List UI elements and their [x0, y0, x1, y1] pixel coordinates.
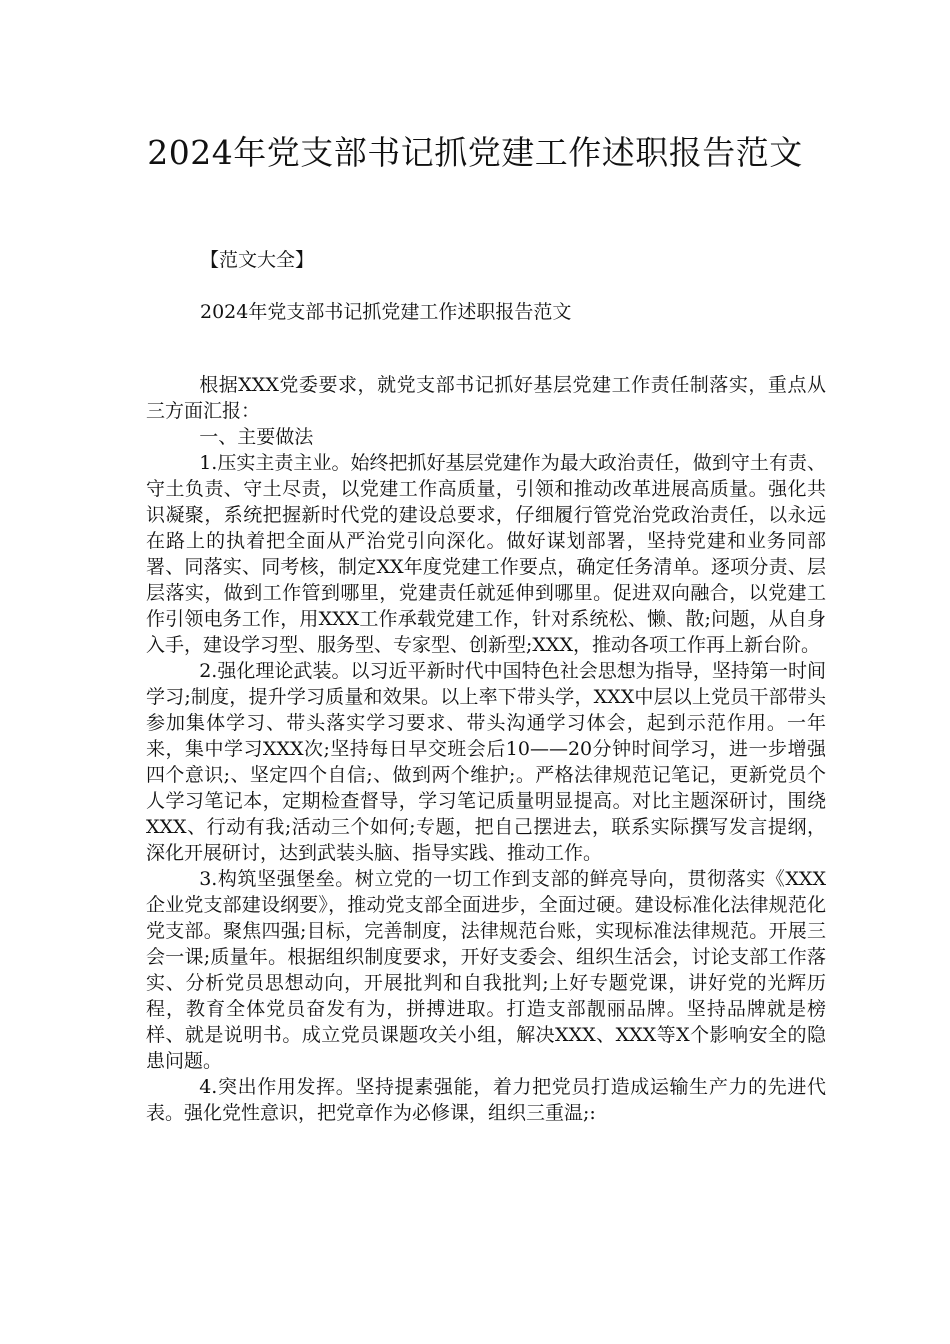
document-body: [146, 372, 826, 1126]
document-subtitle: 2024年党支部书记抓党建工作述职报告范文: [200, 301, 572, 323]
section-heading: 一、主要做法: [199, 426, 314, 448]
document-title: 2024年党支部书记抓党建工作述职报告范文: [147, 133, 803, 172]
paragraph-item-2: 2.强化理论武装。以习近平新时代中国特色社会思想为指导，坚持第一时间学习;制度，提升学习质量和效果。以上率下带头学，XXX中层以上党员干部带头参加集体学习、带头落实学习要求、带头沟通学习体会，起到示范作用。一年来，集中学习XXX次;坚持每日早交班会后10——20分钟时间学习，进一步增强四个意识;、坚定四个自信;、做到两个维护;。严格法律规范记笔记，更新党员个人学习笔记本，定期检查督导，学习笔记质量明显提高。对比主题深研讨，围绕XXX、行动有我;活动三个如何;专题，把自己摆进去，联系实际撰写发言提纲，深化开展研讨，达到武装头脑、指导实践、推动工作。: [146, 660, 826, 864]
paragraph-intro: 根据XXX党委要求，就党支部书记抓好基层党建工作责任制落实，重点从三方面汇报：: [146, 374, 826, 422]
category-label: 【范文大全】: [200, 249, 315, 271]
paragraph-item-4: 4.突出作用发挥。坚持提素强能，着力把党员打造成运输生产力的先进代表。强化党性意识，把党章作为必修课，组织三重温;:: [146, 1076, 826, 1124]
paragraph-item-3: 3.构筑坚强堡垒。树立党的一切工作到支部的鲜亮导向，贯彻落实《XXX企业党支部建设纲要》，推动党支部全面进步，全面过硬。建设标准化法律规范化党支部。聚焦四强;目标，完善制度，法律规范台账，实现标准法律规范。开展三会一课;质量年。根据组织制度要求，开好支委会、组织生活会，讨论支部工作落实、分析党员思想动向，开展批判和自我批判;上好专题党课，讲好党的光辉历程，教育全体党员奋发有为，拼搏进取。打造支部靓丽品牌。坚持品牌就是榜样、就是说明书。成立党员课题攻关小组，解决XXX、XXX等X个影响安全的隐患问题。: [146, 868, 826, 1072]
paragraph-item-1: 1.压实主责主业。始终把抓好基层党建作为最大政治责任，做到守土有责、守土负责、守土尽责，以党建工作高质量，引领和推动改革进展高质量。强化共识凝聚，系统把握新时代党的建设总要求，仔细履行管党治党政治责任，以永远在路上的执着把全面从严治党引向深化。做好谋划部署，坚持党建和业务同部署、同落实、同考核，制定XX年度党建工作要点，确定任务清单。逐项分责、层层落实，做到工作管到哪里，党建责任就延伸到哪里。促进双向融合，以党建工作引领电务工作，用XXX工作承载党建工作，针对系统松、懒、散;问题，从自身入手，建设学习型、服务型、专家型、创新型;XXX，推动各项工作再上新台阶。: [146, 452, 826, 656]
